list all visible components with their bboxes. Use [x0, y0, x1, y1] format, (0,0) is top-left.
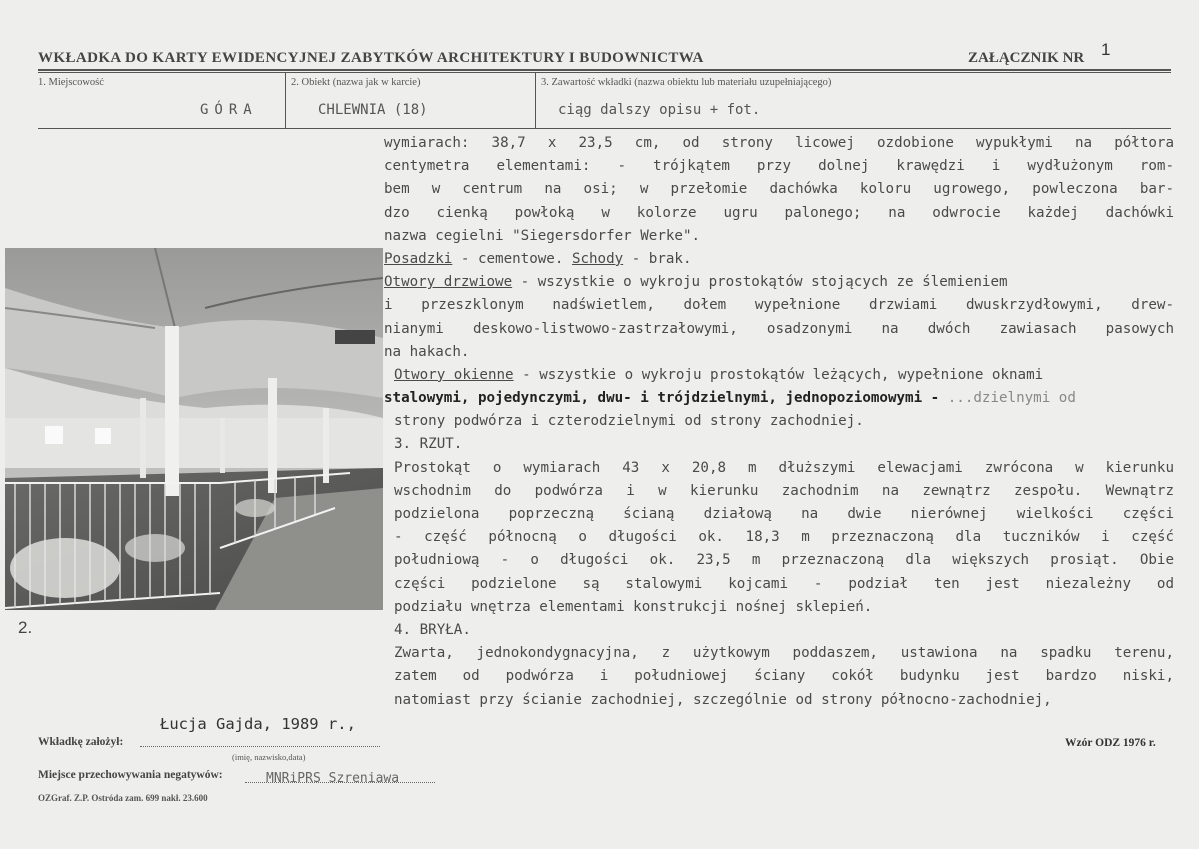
floors-heading: Posadzki — [384, 250, 453, 267]
card-title: WKŁADKA DO KARTY EWIDENCYJNEJ ZABYTKÓW ARCHITEKTURY I BUDOWNICTWA — [38, 50, 704, 66]
object-label: 2. Obiekt (nazwa jak w karcie) — [291, 77, 421, 88]
object-value: CHLEWNIA (18) — [318, 102, 428, 118]
windows-text: - wszystkie o wykroju prostokątów leżących, wypełnione oknami — [513, 366, 1044, 383]
field-divider — [285, 73, 286, 129]
text-line: zatem od podwórza i południowej ściany cokół budynku jest bardzo niski, — [394, 668, 1174, 685]
header-rule — [38, 69, 1171, 71]
floors-stairs-line — [384, 248, 1174, 271]
doors-text: - wszystkie o wykroju prostokątów stojących ze ślemieniem — [512, 274, 1008, 291]
author-hint: (imię, nazwisko,data) — [232, 752, 306, 762]
stairs-text: - brak. — [623, 250, 692, 267]
text-line: podziału wnętrza elementami konstrukcji nośnej sklepień. — [394, 598, 873, 615]
text-line: nazwa cegielni "Siegersdorfer Werke". — [384, 227, 701, 244]
text-line: części podzielone są stalowymi kojcami - podział ten jest niezależny od — [394, 575, 1174, 592]
author-underline — [140, 746, 380, 747]
section-4-title: 4. BRYŁA. — [394, 621, 471, 638]
text-line: Zwarta, jednokondygnacyjna, z użytkowym poddaszem, ustawiona na spadku terenu, — [394, 645, 1174, 662]
location-label: 1. Miejscowość — [38, 77, 104, 88]
photo-image — [5, 248, 383, 610]
windows-bold-line — [384, 387, 1174, 410]
floors-text: - cementowe. — [452, 250, 572, 267]
attachment-number: 1 — [1101, 40, 1111, 59]
text-line: bem w centrum na osi; w przełomie dachówka koloru ugrowego, powleczona bar- — [384, 181, 1174, 198]
text-line: centymetra elementami: - trójkątem przy dolnej krawędzi i wydłużonym rom- — [384, 158, 1174, 175]
text-line: - część północną o długości ok. 18,3 m przeznaczoną dla tuczników i część — [394, 529, 1174, 546]
description-text — [384, 132, 1174, 712]
text-line: strony podwórza i czterodzielnymi od strony zachodniej. — [394, 413, 864, 430]
attachment-label: ZAŁĄCZNIK NR — [968, 50, 1085, 66]
section-3-title: 3. RZUT. — [394, 436, 463, 453]
text-line: wschodnim do podwórza i w kierunku zachodnim na zewnątrz zespołu. Wewnątrz — [394, 482, 1174, 499]
text-line: Prostokąt o wymiarach 43 x 20,8 m dłuższymi elewacjami zwrócona w kierunku — [394, 459, 1174, 476]
author-value: Łucja Gajda, 1989 r., — [160, 715, 356, 733]
text-line: nianymi deskowo-listwowo-zastrzałowymi, osadzonymi na dwóch zawiasach pasowych — [384, 320, 1174, 337]
windows-heading: Otwory okienne — [394, 366, 514, 383]
text-line: i przeszklonym nadświetlem, dołem wypełnione drzwiami dwuskrzydłowymi, drew- — [384, 297, 1174, 314]
contents-value: ciąg dalszy opisu + fot. — [558, 102, 761, 118]
windows-line — [384, 364, 1174, 387]
fields-bottom-rule — [38, 128, 1171, 129]
location-value: GÓRA — [200, 102, 258, 118]
text-line: podzielona poprzeczną ścianą działową na dwie nierównej wielkości części — [394, 506, 1174, 522]
template-id: Wzór ODZ 1976 r. — [1065, 737, 1156, 749]
storage-label: Miejsce przechowywania negatywów: — [38, 769, 223, 781]
barn-interior-photo — [5, 248, 383, 610]
text-line: wymiarach: 38,7 x 23,5 cm, od strony licowej ozdobione wypukłymi na półtora — [384, 135, 1174, 151]
storage-value: MNRiPRS Szreniawa — [266, 771, 400, 786]
windows-faded-text: ...dzielnymi od — [939, 390, 1076, 407]
field-divider — [535, 73, 536, 129]
photo-caption: 2. — [18, 618, 33, 637]
text-line: południową - o długości ok. 23,5 m przeznaczoną dla większych prosiąt. Obie — [394, 552, 1174, 569]
header-rule-thin — [38, 72, 1171, 73]
text-line: natomiast przy ścianie zachodniej, szczególnie od strony północno-zachodniej, — [394, 691, 1052, 708]
storage-underline — [245, 782, 435, 783]
contents-label: 3. Zawartość wkładki (nazwa obiektu lub materiału uzupełniającego) — [541, 77, 832, 88]
text-line: dzo cienką powłoką w kolorze ugru palonego; na odwrocie każdej dachówki — [384, 204, 1174, 221]
windows-bold-text: stalowymi, pojedynczymi, dwu- i trójdzielnymi, jednopoziomowymi - — [384, 390, 940, 407]
doors-line — [384, 271, 1174, 294]
doors-heading: Otwory drzwiowe — [384, 274, 513, 291]
stairs-heading: Schody — [571, 250, 624, 267]
print-info: OZGraf. Z.P. Ostróda zam. 699 nakł. 23.600 — [38, 793, 208, 803]
author-label: Wkładkę założył: — [38, 736, 124, 748]
text-line: na hakach. — [384, 343, 470, 360]
